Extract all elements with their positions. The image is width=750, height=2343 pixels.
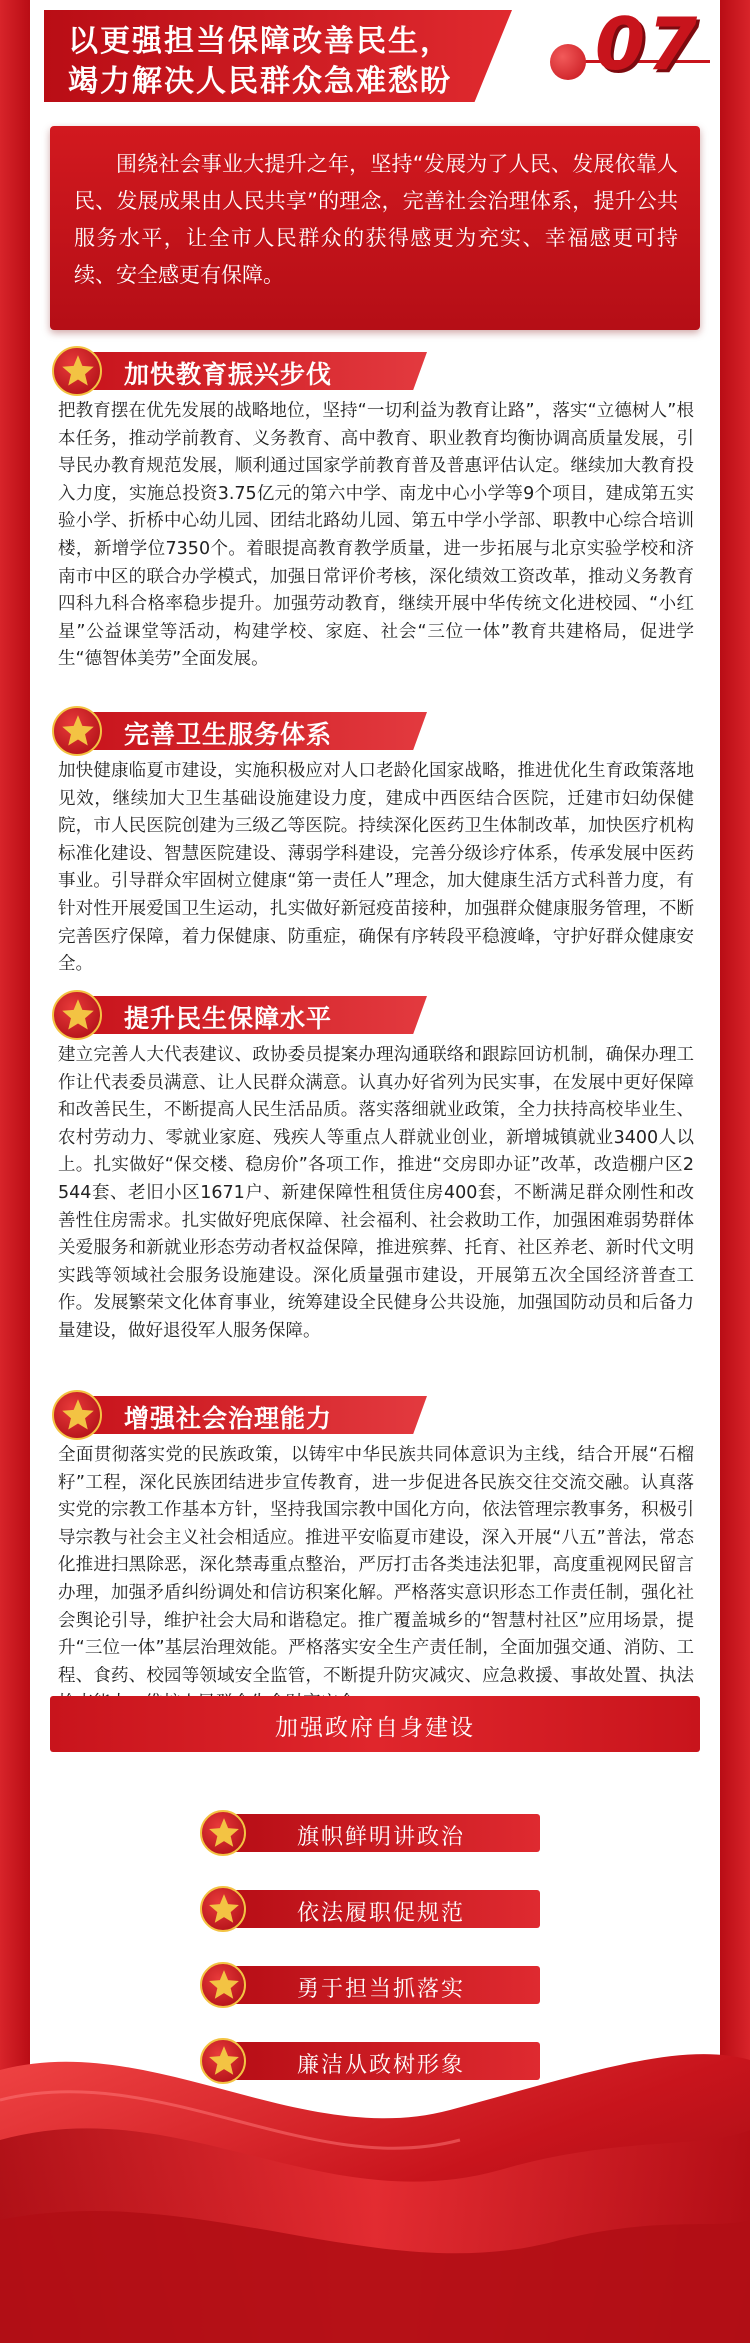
header: [30, 0, 720, 112]
section-head-health: [52, 706, 432, 754]
section-body-health: 加快健康临夏市建设，实施积极应对人口老龄化国家战略，推进优化生育政策落地见效，继续加大卫生基础设施建设力度，建成中西医结合医院，迁建市妇幼保健院，市人民医院创建为三级乙等医院。持续深化医药卫生体制改革，加快医疗机构标准化建设、智慧医院建设、薄弱学科建设，完善分级诊疗体系，传承发展中医药事业。引导群众牢固树立健康“第一责任人”理念，加大健康生活方式科普力度，有针对性开展爱国卫生运动，扎实做好新冠疫苗接种，加强群众健康服务管理，不断完善医疗保障，着力保健康、防重症，确保有序转段平稳渡峰，守护好群众健康安全。: [58, 761, 694, 975]
header-title-line-1: 以更强担当保障改善民生，: [68, 24, 452, 59]
pill-label: 旗帜鲜明讲政治: [296, 1825, 465, 1850]
pill-item: [200, 1810, 540, 1856]
header-deco-circle: [550, 44, 586, 80]
chapter-number: 07: [595, 2, 700, 86]
section-body-livelihood: 建立完善人大代表建议、政协委员提案办理沟通联络和跟踪回访机制，确保办理工作让代表委员满意、让人民群众满意。认真办好省列为民实事，在发展中更好保障和改善民生，不断提高人民生活品质。落实落细就业政策，全力扶持高校毕业生、农村劳动力、零就业家庭、残疾人等重点人群就业创业，新增城镇就业3400人以上。扎实做好“保交楼、稳房价”各项工作，推进“交房即办证”改革，改造棚户区2544套、老旧小区1671户、新建保障性租赁住房400套，不断满足群众刚性和改善性住房需求。扎实做好兜底保障、社会福利、社会救助工作，加强困难弱势群体关爱服务和新就业形态劳动者权益保障，推进殡葬、托育、社区养老、新时代文明实践等领域社会服务设施建设。深化质量强市建设，开展第五次全国经济普查工作。发展繁荣文化体育事业，统筹建设全民健身公共设施，加强国防动员和后备力量建设，做好退役军人服务保障。: [58, 1045, 694, 1341]
star-icon: [200, 1810, 246, 1856]
star-icon: [52, 346, 102, 396]
section-head-livelihood: [52, 990, 432, 1038]
pill-label: 依法履职促规范: [296, 1901, 465, 1926]
star-icon: [52, 1390, 102, 1440]
section-body-governance: 全面贯彻落实党的民族政策，以铸牢中华民族共同体意识为主线，结合开展“石榴籽”工程，深化民族团结进步宣传教育，进一步促进各民族交往交流交融。认真落实党的宗教工作基本方针，坚持我国宗教中国化方向，依法管理宗教事务，积极引导宗教与社会主义社会相适应。推进平安临夏市建设，深入开展“八五”普法，常态化推进扫黑除恶，深化禁毒重点整治，严厉打击各类违法犯罪，高度重视网民留言办理，加强矛盾纠纷调处和信访积案化解。严格落实意识形态工作责任制，强化社会舆论引导，维护社会大局和谐稳定。推广覆盖城乡的“智慧村社区”应用场景，提升“三位一体”基层治理效能。严格落实安全生产责任制，全面加强交通、消防、工程、食药、校园等领域安全监管，不断提升防灾减灾、应急救援、事故处置、执法: [58, 1445, 694, 1686]
star-icon: [200, 1886, 246, 1932]
intro-text: 围绕社会事业大提升之年，坚持“发展为了人民、发展依靠人民、发展成果由人民共享”的理念，完善社会治理体系，提升公共服务水平，让全市人民群众的获得感更为充实、幸福感更可持续、安全感更有保障。: [74, 152, 678, 287]
star-icon: [200, 1962, 246, 2008]
section-head-education: [52, 346, 432, 394]
section-head-governance: [52, 1390, 432, 1438]
pill-item: [200, 1962, 540, 2008]
footer-ribbon-decoration: [0, 2030, 750, 2343]
header-title-line-2: 竭力解决人民群众急难愁盼: [68, 64, 452, 99]
pill-item: [200, 1886, 540, 1932]
pill-label: 廉洁从政树形象: [296, 2053, 465, 2078]
section-title: 完善卫生服务体系: [124, 720, 333, 749]
right-red-band: [720, 0, 750, 2343]
section-title: 提升民生保障水平: [124, 1004, 333, 1033]
section-title: 加快教育振兴步伐: [124, 360, 333, 389]
gov-banner-title: 加强政府自身建设: [275, 1715, 475, 1741]
section-title: 增强社会治理能力: [124, 1404, 333, 1433]
intro-box: [50, 126, 700, 330]
pill-label: 勇于担当抓落实: [296, 1977, 465, 2002]
main-panel: [30, 112, 720, 2152]
star-icon: [52, 990, 102, 1040]
left-red-band: [0, 0, 30, 2343]
gov-self-building-banner: [50, 1696, 700, 1752]
star-icon: [52, 706, 102, 756]
section-body-education: 把教育摆在优先发展的战略地位，坚持“一切利益为教育让路”，落实“立德树人”根本任务，推动学前教育、义务教育、高中教育、职业教育均衡协调高质量发展，引导民办教育规范发展，顺利通过国家学前教育普及普惠评估认定。继续加大教育投入力度，实施总投资3.75亿元的第六中学、南龙中心小学等9个项目，建成第五实验小学、折桥中心幼儿园、团结北路幼儿园、第五中学小学部、职教中心综合培训楼，新增学位7350个。着眼提高教育教学质量，进一步拓展与北京实验学校和济南市中区的联合办学模式，加强日常评价考核，深化绩效工资改革，推动义务教育四科九科合格率稳步提升。加强劳动教育，继续开展中华传统文化进校园、“小红星”公益课堂等活动，构建学校、家庭、社会“三位一体”教育共建格局，促进学生“德智体美劳”全面发展。: [58, 401, 694, 670]
